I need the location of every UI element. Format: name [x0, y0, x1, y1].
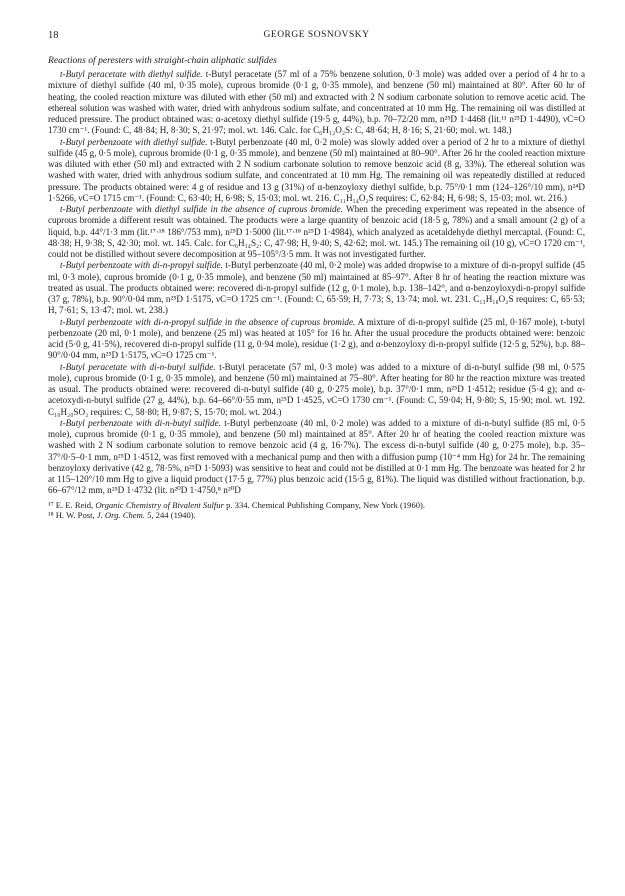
experiment-text: t-Butyl perbenzoate (40 ml, 0·2 mole) was added dropwise to a mixture of di-n-propyl sulfide (45 ml, 0·3 mole), cuprous bromide (0·1 g, 0·35 mmole), and benzene (50 ml) maintained at 85–97°. After 8 hr of heating the reaction mixture was treated as usual. The products obtained were: recovered di-n-propyl sulfide (12 g, 0·1 mole), b.p. 138–142°, and α-benzoyloxydi-n-propyl sulfide (37 g, 78%), b.p. 90°/0·04 mm, n²⁵D 1·5175, νC=O 1725 cm⁻¹. (Found: C, 65·59; H, 7·73; S, 13·74; mol. wt. 231. C₁₃H₁₈O₂S requires: C, 65·53; H, 7·61; S, 13·47; mol. wt. 238.) — [48, 260, 585, 316]
footnote — [48, 500, 585, 511]
experiment-paragraph — [48, 69, 585, 137]
experiment-title: t-Butyl perbenzoate with di-n-propyl sulfide in the absence of cuprous bromide. — [60, 316, 356, 327]
experiment-text: t-Butyl peracetate (57 ml, 0·3 mole) was added to a mixture of di-n-butyl sulfide (98 ml, 0·575 mole), cuprous bromide (0·1 g, 0·35 mmole), and benzene (50 ml) maintained at 75–80°. After heating for 80 hr the reaction mixture was treated as usual. The products obtained were: recovered di-n-butyl sulfide (40 g, 0·275 mole), b.p. 37°/0·1 mm, n²⁵D 1·4512; residue (5·4 g); and α-acetoxydi-n-butyl sulfide (27 g, 44%), b.p. 64–66°/0·55 mm, n²⁵D 1·4525, νC=O 1730 cm⁻¹. (Found: C, 59·04; H, 9·80; S, 15·90; mol. wt. 192. C₁₀H₂₀SO₂ requires: C, 58·80; H, 9·87; S, 15·70; mol. wt. 204.) — [48, 361, 585, 417]
experiment-title: t-Butyl peracetate with di-n-butyl sulfide. — [60, 361, 216, 372]
experiment-paragraph — [48, 418, 585, 497]
experiment-paragraph — [48, 137, 585, 205]
page-number: 18 — [48, 30, 59, 41]
footnote-author: ¹⁷ E. E. Reid, — [48, 499, 96, 510]
footnote-source: Organic Chemistry of Bivalent Sulfur — [95, 499, 224, 510]
footnote-author: ¹⁸ H. W. Post, — [48, 510, 97, 520]
experiment-paragraph — [48, 362, 585, 418]
running-header — [48, 30, 585, 44]
experiment-title: t-Butyl perbenzoate with diethyl sulfide in the absence of cuprous bromide. — [60, 204, 343, 214]
section-heading: Reactions of peresters with straight-chain aliphatic sulfides — [48, 55, 277, 66]
footnote-detail: p. 334. Chemical Publishing Company, New York (1960). — [223, 499, 426, 510]
footnote — [48, 510, 585, 521]
experiment-text: A mixture of di-n-propyl sulfide (25 ml, 0·167 mole), t-butyl perbenzoate (20 ml, 0·1 mole), and benzene (25 ml) was heated at 105° for 16 hr. After the usual procedure the products obtained were: benzoic acid (5·0 g, 41·5%), recovered di-n-propyl sulfide (11 g, 0·94 mole), residue (1·2 g), and α-benzoyloxy di-n-propyl sulfide (12·5 g, 52%), b.p. 88–90°/0·04 mm, n²⁵D 1·5175, νC=O 1725 cm⁻¹. — [48, 316, 585, 361]
experiment-title: t-Butyl perbenzoate with di-n-butyl sulfide. — [60, 417, 221, 428]
experiment-text: When the preceding experiment was repeated in the absence of cuprous bromide a different result was obtained. The products were a large quantity of benzoic acid (18·5 g, 78%) and a small amount (2 g) of a liquid, b.p. 44°/1·3 mm (lit.¹⁷·¹⁸ 186°/753 mm), n²⁵D 1·5000 (lit.¹⁷·¹⁸ n²⁵D 1·4984), which analyzed as acetaldehyde diethyl mercaptal. (Found: C, 48·38; H, 9·38; S, 42·30; mol. wt. 145. Calc. for C₆H₁₄S₂: C, 47·98; H, 9·40; S, 42·62; mol. wt. 145.) The remaining oil (10 g), νC=O 1720 cm⁻¹, could not be distilled without severe decomposition at 95–105°/3·5 mm. It was not investigated further. — [48, 204, 586, 259]
experiment-text: t-Butyl perbenzoate (40 ml, 0·2 mole) was added to a mixture of di-n-butyl sulfide (85 ml, 0·5 mole), cuprous bromide (0·1 g, 0·35 mmole), and benzene (50 ml) maintained at 85°. After 20 hr of heating the cooled reaction mixture was washed with 2 N sodium carbonate solution to remove benzoic acid (4 g, 16·7%). The excess di-n-butyl sulfide (40 g, 0·275 mole), b.p. 35–37°/0·5–0·1 mm, n²⁵D 1·4512, was first removed with a mechanical pump and then with a diffusion pump (10⁻⁴ mm Hg) for 24 hr. The remaining benzoyloxy derivative (42 g, 78·5%, n²⁵D 1·5093) was sensitive to heat and could not be distilled at 0·1 mm Hg. The benzoate was heated for 2 hr at 115–120°/10 mm Hg to give a liquid product (17·5 g, 77%) plus benzoic acid (15·5 g, 81%). The liquid was distilled without fractionation, b.p. 66–67°/12 mm, n²⁵D 1·4732 (lit. n²⁰D 1·4750,⁸ n²⁰D — [48, 417, 586, 496]
running-author: GEORGE SOSNOVSKY — [263, 30, 370, 40]
footnotes — [48, 500, 585, 521]
experiment-paragraph — [48, 204, 585, 260]
footnote-detail: 5, 244 (1940). — [144, 510, 196, 520]
experiment-paragraph — [48, 260, 585, 316]
experiment-paragraph — [48, 317, 585, 362]
journal-page — [48, 30, 585, 521]
experiment-text: t-Butyl perbenzoate (40 ml, 0·2 mole) was slowly added over a period of 2 hr to a mixture of diethyl sulfide (45 g, 0·5 mole), cuprous bromide (0·1 g, 0·35 mmole), and benzene (50 ml) maintained at 80–90°. After 26 hr the cooled reaction mixture was diluted with ether (50 ml) and extracted with 2 N sodium carbonate solution to remove benzoic acid (8 g, 33%). The ethereal solution was washed with water, dried with anhydrous sodium sulfate, and concentrated at 10 mm Hg. The remaining oil was repeatedly distilled at reduced pressure. The products obtained were: 4 g of residue and 13 g (31%) of α-benzoyloxy diethyl sulfide, b.p. 75°/0·1 mm (124–126°/10 mm), n²⁴D 1·5266, νC=O 1715 cm⁻¹. (Found: C, 63·40; H, 6·98; S, 15·03; mol. wt. 216. C₁₁H₁₄O₂S requires: C, 62·84; H, 6·98; S, 15·03; mol. wt. 216.) — [48, 136, 585, 203]
experiment-title: t-Butyl perbenzoate with diethyl sulfide. — [60, 136, 208, 147]
experimental-body — [48, 69, 585, 497]
experiment-title: t-Butyl perbenzoate with di-n-propyl sulfide. — [60, 260, 223, 271]
footnote-source: J. Org. Chem. — [96, 510, 145, 520]
experiment-text: t-Butyl peracetate (57 ml of a 75% benzene solution, 0·3 mole) was added over a period of 4 hr to a mixture of diethyl sulfide (40 ml, 0·35 mole), cuprous bromide (0·1 g, 0·35 mmole), and benzene (50 ml) maintained at 80°. After 60 hr of heating, the cooled reaction mixture was diluted with ether (50 ml) and extracted with 2 N sodium carbonate solution to remove acetic acid. The ethereal solution was washed with water, dried with anhydrous sodium sulfate, and concentrated at 10 mm Hg. The remaining oil was distilled at reduced pressure. The product obtained was: α-acetoxy diethyl sulfide (19·5 g, 44%), b.p. 70–72/20 mm, n²⁵D 1·4468 (lit.¹¹ n²⁵D 1·4490), νC=O 1730 cm⁻¹. (Found: C, 48·84; H, 8·30; S, 21·97; mol. wt. 146. Calc. for C₆H₁₂O₂S: C, 48·64; H, 8·16; S, 21·60; mol. wt. 148.) — [48, 69, 585, 136]
experiment-title: t-Butyl peracetate with diethyl sulfide. — [60, 69, 203, 79]
